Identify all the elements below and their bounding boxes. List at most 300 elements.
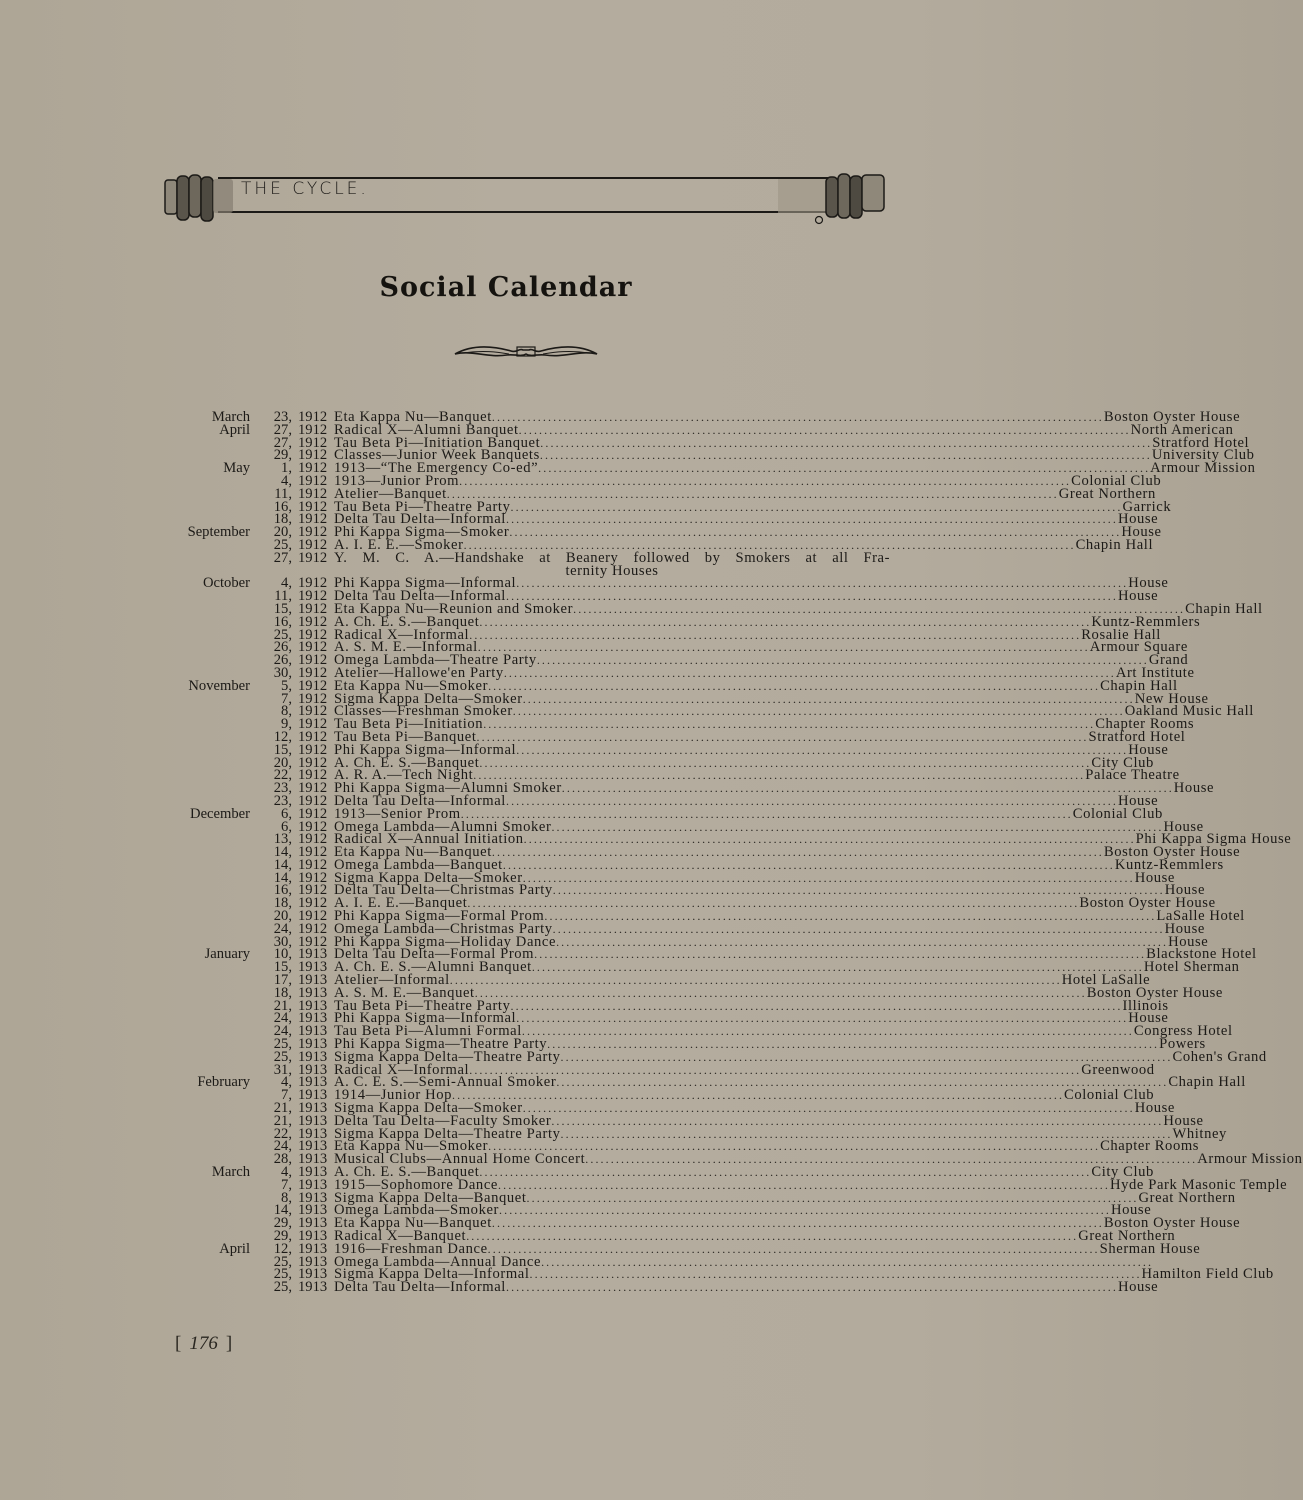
- entry-year: 1913: [298, 1164, 328, 1181]
- calendar-entry: [160, 780, 1215, 797]
- entry-event: 1916—Freshman Dance: [334, 1240, 488, 1257]
- entry-event: Atelier—Hallowe'en Party: [334, 664, 504, 681]
- entry-day: 4,: [281, 1164, 292, 1181]
- entry-day: 29,: [273, 1215, 292, 1232]
- entry-day: 26,: [273, 639, 292, 656]
- entry-year: 1913: [298, 946, 328, 963]
- calendar-entry: [160, 844, 1241, 861]
- entry-day: 4,: [281, 1074, 292, 1091]
- entry-venue: Boston Oyster House: [1086, 984, 1223, 1001]
- entry-event: Delta Tau Delta—Informal: [334, 511, 506, 528]
- entry-year: 1913: [298, 1240, 328, 1257]
- entry-venue: Illinois: [1122, 997, 1169, 1014]
- entry-venue: House: [1163, 818, 1204, 835]
- entry-event: Y. M. C. A.—Handshake at Beanery followed by Smokers at all Fra-: [334, 549, 890, 566]
- entry-venue: Colonial Club: [1071, 472, 1162, 489]
- entry-venue: House: [1117, 511, 1159, 528]
- entry-year: 1912: [298, 895, 328, 912]
- dot-leader: ........................................................................................................................: [498, 1177, 1110, 1192]
- entry-day: 22,: [273, 1125, 292, 1142]
- calendar-entry: [160, 664, 1195, 681]
- entry-venue: Powers: [1159, 1036, 1206, 1053]
- entry-event: Tau Beta Pi—Initiation Banquet: [334, 434, 541, 451]
- entry-venue: House: [1164, 882, 1206, 899]
- dot-leader: ........................................................................................................................: [476, 729, 1089, 744]
- entry-venue: Hamilton Field Club: [1141, 1266, 1274, 1283]
- entry-year: 1912: [298, 524, 328, 541]
- entry-day: 20,: [273, 524, 292, 541]
- dot-leader: ........................................................................................................................: [561, 781, 1174, 796]
- entry-event: Phi Kappa Sigma—Informal: [334, 1010, 517, 1027]
- entry-day: 20,: [273, 754, 292, 771]
- entry-year: 1913: [298, 1112, 328, 1129]
- entry-line: [334, 1279, 1159, 1296]
- dot-leader: ........................................................................................................................: [551, 1113, 1164, 1128]
- entry-event: A. I. E. E.—Banquet: [334, 895, 468, 912]
- dot-leader: ........................................................................................................................: [466, 1229, 1079, 1243]
- entry-day: 14,: [273, 1202, 292, 1219]
- entry-venue: Grand: [1148, 652, 1189, 669]
- dot-leader: ........................................................................................................................: [516, 1011, 1129, 1026]
- calendar-entry: [160, 549, 890, 566]
- entry-event: Radical X—Informal: [334, 1061, 470, 1078]
- entry-day: 24,: [273, 1138, 292, 1155]
- entry-venue: Armour Mission: [1197, 1151, 1303, 1168]
- entry-year: 1912: [298, 728, 328, 745]
- entry-year: 1912: [298, 856, 328, 873]
- entry-year: 1913: [298, 1048, 328, 1065]
- entry-day: 7,: [281, 1176, 292, 1193]
- folio-close-bracket: ]: [225, 1333, 233, 1354]
- dot-leader: ........................................................................................................................: [556, 1075, 1169, 1090]
- entry-day: 29,: [273, 447, 292, 464]
- dot-leader: ........................................................................................................................: [522, 1101, 1135, 1116]
- entry-event: Phi Kappa Sigma—Formal Prom: [334, 908, 545, 925]
- entry-venue: Phi Kappa Sigma House: [1135, 831, 1292, 848]
- entry-month: February: [197, 1074, 250, 1091]
- entry-venue: House: [1173, 780, 1215, 797]
- entry-day: 8,: [281, 703, 292, 720]
- entry-event: Omega Lambda—Banquet: [334, 856, 503, 873]
- entry-year: 1912: [298, 511, 328, 528]
- dot-leader: ........................................................................................................................: [529, 1267, 1142, 1282]
- calendar-entry: [160, 741, 1169, 758]
- entry-year: 1912: [298, 434, 328, 451]
- calendar-entry: [160, 472, 1162, 489]
- calendar-entry: [160, 1228, 1176, 1244]
- entry-venue: Great Northern: [1058, 485, 1156, 502]
- entry-day: 30,: [273, 664, 292, 681]
- entry-day: 15,: [273, 741, 292, 758]
- dot-leader: ........................................................................................................................: [522, 870, 1135, 885]
- entry-venue: Chapin Hall: [1075, 536, 1154, 553]
- social-calendar-list: [160, 409, 1303, 1296]
- entry-year: 1913: [298, 1061, 328, 1078]
- entry-event: Omega Lambda—Annual Dance: [334, 1253, 542, 1270]
- page-folio: [175, 1333, 232, 1355]
- entry-year: 1913: [298, 1087, 328, 1104]
- entry-day: 15,: [273, 959, 292, 976]
- entry-venue: House: [1117, 588, 1159, 605]
- entry-year: 1912: [298, 882, 328, 899]
- entry-venue: New House: [1134, 690, 1209, 707]
- entry-day: 16,: [273, 613, 292, 630]
- entry-day: 6,: [281, 818, 292, 835]
- entry-venue: North American: [1130, 421, 1234, 438]
- entry-day: 23,: [273, 792, 292, 809]
- entry-day: 10,: [273, 946, 292, 963]
- dot-leader: ........................................................................................................................: [552, 921, 1165, 936]
- calendar-entry: [160, 677, 1178, 694]
- entry-venue: Boston Oyster House: [1103, 1215, 1241, 1232]
- dot-leader: ........................................................................................................................: [463, 537, 1076, 552]
- dot-leader: ........................................................................................................................: [446, 486, 1059, 501]
- entry-event: Radical X—Banquet: [334, 1228, 467, 1244]
- entry-venue: Armour Mission: [1150, 460, 1256, 477]
- entry-day: 7,: [281, 1087, 292, 1104]
- entry-month: April: [219, 421, 250, 438]
- entry-event: Radical X—Alumni Banquet: [334, 421, 519, 438]
- dot-leader: ........................................................................................................................: [479, 614, 1092, 629]
- running-title: THE CYCLE.: [241, 179, 369, 199]
- entry-event: Eta Kappa Nu—Reunion and Smoker: [334, 600, 574, 617]
- entry-year: 1912: [298, 805, 328, 822]
- dot-leader: ........................................................................................................................: [585, 1152, 1198, 1167]
- entry-month: March: [211, 409, 250, 425]
- entry-year: 1912: [298, 844, 328, 861]
- entry-venue: Boston Oyster House: [1103, 844, 1241, 861]
- entry-year: 1913: [298, 1023, 328, 1040]
- entry-venue: Colonial Club: [1064, 1087, 1155, 1104]
- entry-year: 1912: [298, 613, 328, 630]
- entry-venue: House: [1134, 1100, 1175, 1117]
- entry-day: 27,: [273, 549, 292, 566]
- dot-leader: ........................................................................................................................: [538, 461, 1151, 476]
- entry-event: Eta Kappa Nu—Banquet: [334, 844, 492, 861]
- entry-event: A. Ch. E. S.—Banquet: [334, 1164, 480, 1181]
- dot-leader: ........................................................................................................................: [483, 717, 1096, 732]
- entry-day: 29,: [273, 1228, 292, 1244]
- dot-leader: ........................................................................................................................: [505, 793, 1118, 808]
- entry-event: Eta Kappa Nu—Smoker: [334, 677, 489, 694]
- entry-venue: House: [1128, 575, 1169, 592]
- entry-year: 1912: [298, 831, 328, 848]
- entry-year: 1912: [298, 869, 328, 886]
- dot-leader: ........................................................................................................................: [460, 806, 1073, 821]
- entry-event: A. I. E. E.—Smoker: [334, 536, 464, 553]
- entry-event: Radical X—Informal: [334, 626, 470, 643]
- entry-year: 1912: [298, 767, 328, 784]
- entry-venue: House: [1164, 920, 1205, 937]
- dot-leader: ........................................................................................................................: [469, 627, 1082, 642]
- entry-event: Tau Beta Pi—Alumni Formal: [334, 1023, 522, 1040]
- entry-venue: Cohen's Grand: [1172, 1048, 1267, 1065]
- entry-day: 23,: [273, 409, 292, 425]
- entry-event: Atelier—Informal: [334, 972, 450, 989]
- entry-year: 1912: [298, 703, 328, 720]
- entry-event: Sigma Kappa Delta—Theatre Party: [334, 1048, 561, 1065]
- entry-year: 1913: [298, 1100, 328, 1117]
- entry-day: 5,: [281, 677, 292, 694]
- entry-venue: Greenwood: [1081, 1061, 1155, 1078]
- entry-day: 18,: [273, 984, 292, 1001]
- entry-event: Phi Kappa Sigma—Informal: [334, 741, 517, 758]
- entry-venue: House: [1168, 933, 1209, 950]
- dot-leader: ........................................................................................................................: [473, 768, 1086, 783]
- entry-venue: House: [1117, 792, 1159, 809]
- entry-day: 24,: [273, 1023, 292, 1040]
- entry-year: 1912: [298, 933, 328, 950]
- dot-leader: ........................................................................................................................: [518, 422, 1131, 437]
- entry-event: Phi Kappa Sigma—Theatre Party: [334, 1036, 548, 1053]
- entry-venue: Whitney: [1172, 1125, 1227, 1142]
- entry-year: 1912: [298, 626, 328, 643]
- entry-event: Delta Tau Delta—Informal: [334, 792, 506, 809]
- entry-year: 1912: [298, 409, 328, 425]
- dot-leader: ........................................................................................................................: [516, 742, 1129, 757]
- entry-day: 25,: [273, 1279, 292, 1296]
- entry-venue: Boston Oyster House: [1079, 895, 1216, 912]
- entry-venue: Armour Square: [1089, 639, 1188, 656]
- entry-year: 1912: [298, 447, 328, 464]
- entry-venue: Colonial Club: [1072, 805, 1163, 822]
- entry-year: 1913: [298, 1125, 328, 1142]
- entry-event: Sigma Kappa Delta—Theatre Party: [334, 1125, 561, 1142]
- entry-venue: Kuntz-Remmlers: [1114, 856, 1224, 873]
- dot-leader: ........................................................................................................................: [502, 857, 1115, 872]
- dot-leader: ........................................................................................................................: [503, 665, 1116, 680]
- entry-venue: House: [1128, 741, 1169, 758]
- dot-leader: ........................................................................................................................: [488, 1139, 1101, 1154]
- entry-year: 1913: [298, 1228, 328, 1244]
- entry-day: 28,: [273, 1151, 292, 1168]
- calendar-entry: [160, 409, 1241, 425]
- dot-leader: ........................................................................................................................: [491, 845, 1104, 860]
- entry-year: 1912: [298, 818, 328, 835]
- entry-event: 1913—Junior Prom: [334, 472, 460, 489]
- entry-event: Omega Lambda—Smoker: [334, 1202, 499, 1219]
- entry-venue: University Club: [1151, 447, 1255, 464]
- event-continuation: ternity Houses: [565, 562, 659, 579]
- entry-day: 14,: [273, 844, 292, 861]
- dot-leader: ........................................................................................................................: [505, 1280, 1118, 1295]
- entry-venue: Art Institute: [1115, 664, 1195, 681]
- entry-year: 1912: [298, 485, 328, 502]
- dot-leader: ........................................................................................................................: [510, 499, 1123, 514]
- entry-venue: LaSalle Hotel: [1156, 908, 1245, 925]
- entry-day: 25,: [273, 626, 292, 643]
- entry-day: 24,: [273, 920, 292, 937]
- entry-venue: Palace Theatre: [1085, 767, 1180, 784]
- entry-event: Sigma Kappa Delta—Informal: [334, 1266, 530, 1283]
- entry-event: Omega Lambda—Alumni Smoker: [334, 818, 552, 835]
- entry-event: Radical X—Annual Initiation: [334, 831, 524, 848]
- entry-event: Classes—Freshman Smoker: [334, 703, 513, 720]
- page-number: 176: [189, 1333, 218, 1354]
- calendar-entry: [160, 972, 1151, 989]
- entry-day: 18,: [273, 895, 292, 912]
- dot-leader: ........................................................................................................................: [547, 1037, 1160, 1052]
- entry-venue: Kuntz-Remmlers: [1091, 613, 1201, 630]
- entry-day: 21,: [273, 997, 292, 1014]
- entry-day: 4,: [281, 472, 292, 489]
- entry-day: 30,: [273, 933, 292, 950]
- entry-year: 1913: [298, 1176, 328, 1193]
- dot-leader: ........................................................................................................................: [552, 883, 1165, 898]
- entry-event: Eta Kappa Nu—Banquet: [334, 409, 492, 425]
- entry-day: 12,: [273, 728, 292, 745]
- entry-day: 25,: [273, 1266, 292, 1283]
- entry-year: 1912: [298, 908, 328, 925]
- right-scroll-icon: [778, 174, 884, 224]
- entry-event: A. Ch. E. S.—Banquet: [334, 754, 480, 771]
- entry-year: 1912: [298, 792, 328, 809]
- entry-event: Sigma Kappa Delta—Smoker: [334, 1100, 523, 1117]
- entry-year: 1912: [298, 575, 328, 592]
- dot-leader: ........................................................................................................................: [488, 678, 1101, 693]
- entry-venue: Chapter Rooms: [1100, 1138, 1200, 1155]
- entry-year: 1912: [298, 780, 328, 797]
- entry-year: 1913: [298, 972, 328, 989]
- entry-year: 1912: [298, 754, 328, 771]
- entry-event: 1914—Junior Hop: [334, 1087, 453, 1104]
- dot-leader: ........................................................................................................................: [541, 1254, 1154, 1269]
- entry-event: Tau Beta Pi—Initiation: [334, 716, 484, 733]
- dot-leader: ........................................................................................................................: [521, 1024, 1134, 1039]
- entry-year: 1912: [298, 677, 328, 694]
- dot-leader: ........................................................................................................................: [536, 653, 1149, 668]
- entry-event: A. C. E. S.—Semi-Annual Smoker: [334, 1074, 557, 1091]
- entry-venue: Great Northern: [1078, 1228, 1176, 1244]
- entry-venue: Hotel Sherman: [1143, 959, 1240, 976]
- entry-event: A. S. M. E.—Banquet: [334, 984, 475, 1001]
- entry-event: Atelier—Banquet: [334, 485, 447, 502]
- entry-year: 1912: [298, 498, 328, 515]
- entry-venue: City Club: [1091, 754, 1154, 771]
- entry-day: 23,: [273, 780, 292, 797]
- entry-venue: Rosalie Hall: [1081, 626, 1161, 643]
- entry-day: 27,: [273, 434, 292, 451]
- entry-day: 14,: [273, 856, 292, 873]
- entry-day: 1,: [281, 460, 292, 477]
- entry-venue: House: [1134, 869, 1175, 886]
- entry-venue: Stratford Hotel: [1152, 434, 1250, 451]
- calendar-entry: [160, 792, 1159, 809]
- entry-event: 1913—Senior Prom: [334, 805, 461, 822]
- entry-event: Eta Kappa Nu—Banquet: [334, 1215, 492, 1232]
- dot-leader: ........................................................................................................................: [540, 435, 1153, 450]
- entry-day: 25,: [273, 536, 292, 553]
- entry-venue: House: [1111, 1202, 1152, 1219]
- dot-leader: ........................................................................................................................: [512, 704, 1125, 719]
- entry-day: 6,: [281, 805, 292, 822]
- entry-event: Tau Beta Pi—Theatre Party: [334, 997, 511, 1014]
- entry-event: 1915—Sophomore Dance: [334, 1176, 498, 1193]
- dot-leader: ........................................................................................................................: [534, 947, 1147, 962]
- entry-year: 1913: [298, 984, 328, 1001]
- entry-event: Phi Kappa Sigma—Smoker: [334, 524, 510, 541]
- dot-leader: ........................................................................................................................: [459, 473, 1072, 488]
- entry-venue: House: [1117, 1279, 1159, 1296]
- running-header-band: [163, 170, 888, 225]
- dot-leader: ........................................................................................................................: [467, 896, 1080, 911]
- entry-day: 18,: [273, 511, 292, 528]
- entry-year: 1912: [298, 920, 328, 937]
- entry-event: Delta Tau Delta—Informal: [334, 588, 506, 605]
- dot-leader: ........................................................................................................................: [531, 960, 1144, 975]
- dot-leader: ........................................................................................................................: [516, 576, 1129, 591]
- entry-day: 8,: [281, 1189, 292, 1206]
- entry-venue: Blackstone Hotel: [1146, 946, 1257, 963]
- entry-venue: Congress Hotel: [1133, 1023, 1233, 1040]
- entry-day: 4,: [281, 575, 292, 592]
- dot-leader: ........................................................................................................................: [573, 601, 1186, 616]
- calendar-entry: [160, 716, 1195, 733]
- entry-event: Tau Beta Pi—Theatre Party: [334, 498, 511, 515]
- entry-venue: Stratford Hotel: [1088, 728, 1186, 745]
- entry-day: 22,: [273, 767, 292, 784]
- entry-day: 20,: [273, 908, 292, 925]
- entry-venue: Chapin Hall: [1185, 600, 1263, 617]
- dot-leader: ........................................................................................................................: [477, 640, 1090, 655]
- entry-day: 17,: [273, 972, 292, 989]
- entry-year: 1913: [298, 1074, 328, 1091]
- entry-year: 1912: [298, 421, 328, 438]
- entry-day: 15,: [273, 600, 292, 617]
- entry-day: 16,: [273, 882, 292, 899]
- entry-month: March: [211, 1164, 250, 1181]
- entry-day: 11,: [274, 485, 292, 502]
- calendar-entry: [160, 728, 1186, 745]
- dot-leader: ........................................................................................................................: [491, 410, 1104, 424]
- entry-day: 21,: [273, 1112, 292, 1129]
- entry-event: A. S. M. E.—Informal: [334, 639, 478, 656]
- entry-year: 1912: [298, 664, 328, 681]
- dot-leader: ........................................................................................................................: [556, 934, 1169, 949]
- entry-month: November: [188, 677, 250, 694]
- dot-leader: ........................................................................................................................: [539, 448, 1152, 463]
- dot-leader: ........................................................................................................................: [522, 691, 1135, 706]
- calendar-entry: [160, 613, 1201, 630]
- dot-leader: ........................................................................................................................: [452, 1088, 1065, 1103]
- entry-day: 27,: [273, 421, 292, 438]
- entry-event: Delta Tau Delta—Faculty Smoker: [334, 1112, 552, 1129]
- dot-leader: ........................................................................................................................: [523, 832, 1136, 847]
- entry-year: 1912: [298, 472, 328, 489]
- dot-leader: ........................................................................................................................: [505, 512, 1118, 527]
- entry-day: 25,: [273, 1036, 292, 1053]
- entry-year: 1912: [298, 690, 328, 707]
- dot-leader: ........................................................................................................................: [487, 1241, 1100, 1256]
- entry-year: 1912: [298, 639, 328, 656]
- entry-year: 1912: [298, 549, 328, 566]
- entry-day: 9,: [281, 716, 292, 733]
- calendar-entry: [160, 600, 1263, 617]
- entry-venue: Chapin Hall: [1100, 677, 1178, 694]
- dot-leader: ........................................................................................................................: [560, 1049, 1173, 1064]
- entry-venue: Hotel LaSalle: [1061, 972, 1151, 989]
- entry-day: 31,: [273, 1061, 292, 1078]
- left-scroll-icon: [165, 175, 233, 221]
- entry-event: A. Ch. E. S.—Banquet: [334, 613, 480, 630]
- entry-day: 25,: [273, 1048, 292, 1065]
- dot-leader: ........................................................................................................................: [449, 973, 1062, 988]
- dot-leader: ........................................................................................................................: [499, 1203, 1111, 1218]
- calendar-entry: [160, 485, 1156, 502]
- entry-year: 1913: [298, 1138, 328, 1155]
- dot-leader: ........................................................................................................................: [479, 755, 1092, 770]
- entry-year: 1912: [298, 600, 328, 617]
